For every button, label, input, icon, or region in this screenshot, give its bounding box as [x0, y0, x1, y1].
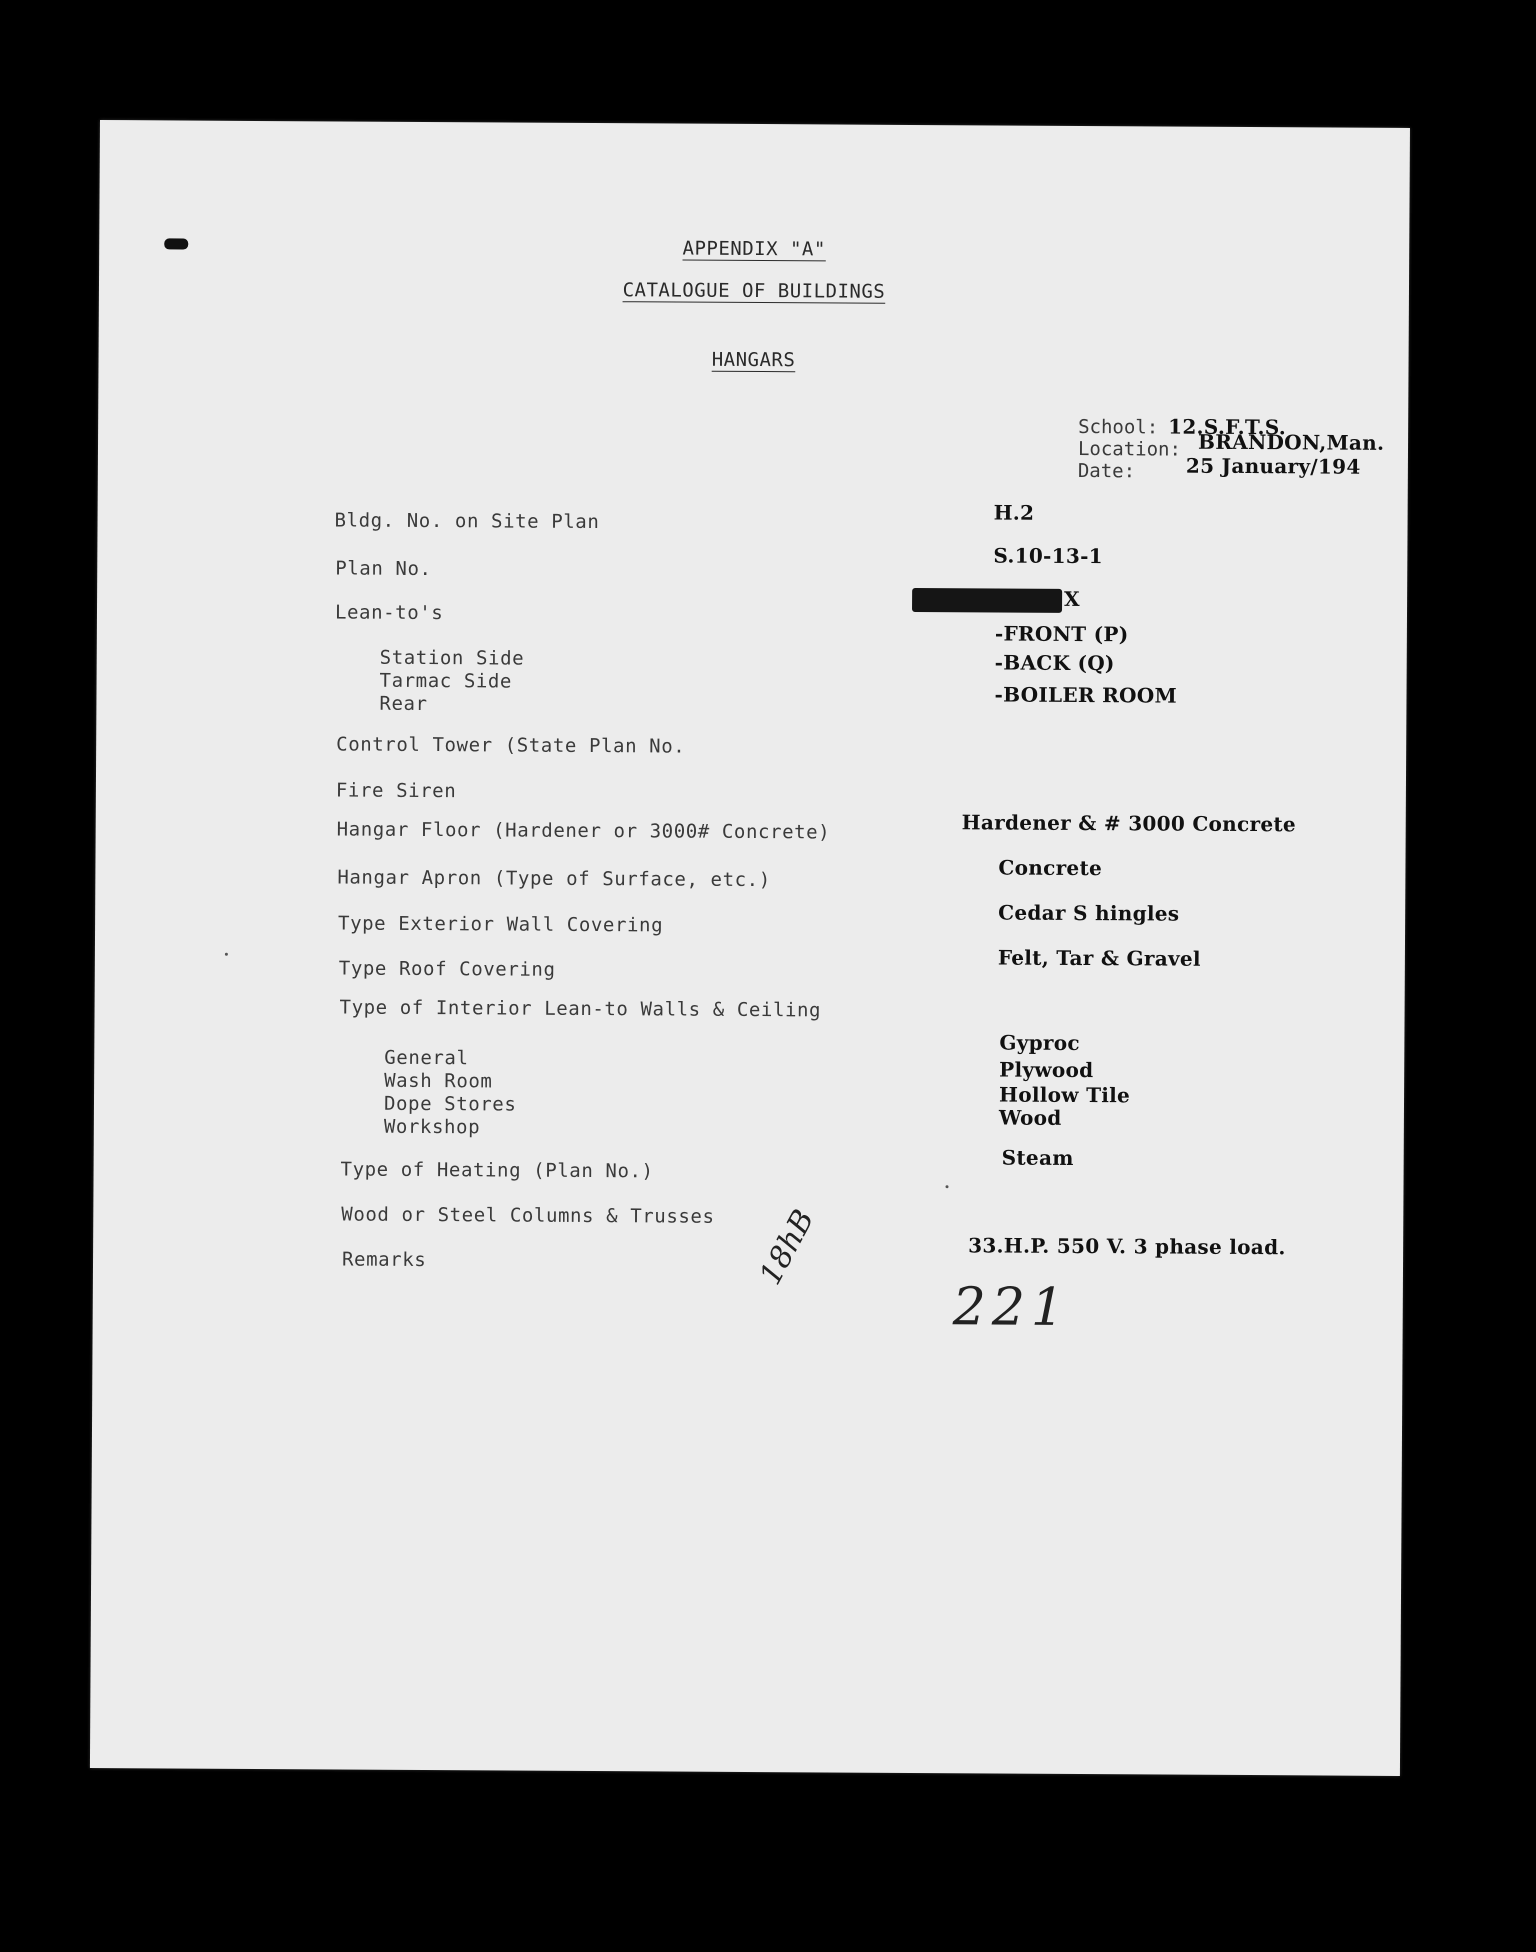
label-fire-siren: Fire Siren	[335, 779, 457, 803]
label-wash-room: Wash Room	[384, 1069, 493, 1093]
label-control-tower: Control Tower (State Plan No.	[336, 733, 686, 758]
value-roof-covering: Felt, Tar & Gravel	[997, 945, 1201, 971]
label-general: General	[384, 1046, 469, 1070]
redacted-suffix: X	[1064, 586, 1080, 611]
label-exterior-wall: Type Exterior Wall Covering	[338, 912, 664, 937]
catalogue-heading: CATALOGUE OF BUILDINGS	[622, 279, 886, 303]
value-exterior-wall: Cedar S hingles	[998, 900, 1180, 926]
label-columns-trusses: Wood or Steel Columns & Trusses	[341, 1203, 715, 1228]
value-station-side: -FRONT (P)	[994, 621, 1129, 647]
speck	[945, 1185, 948, 1188]
label-hangar-floor: Hangar Floor (Hardener or 3000# Concrete)	[336, 818, 831, 844]
label-rear: Rear	[379, 692, 428, 716]
date-value: 25 January/194	[1185, 453, 1361, 479]
section-heading: HANGARS	[711, 348, 796, 372]
school-value: 12.S.F.T.S.	[1168, 414, 1287, 440]
document-page	[90, 120, 1410, 1776]
speck	[225, 953, 228, 956]
label-plan-no: Plan No.	[335, 557, 432, 581]
label-dope-stores: Dope Stores	[383, 1092, 517, 1116]
value-general: Gyproc	[999, 1030, 1081, 1056]
location-value: BRANDON,Man.	[1197, 429, 1385, 455]
value-tarmac-side: -BACK (Q)	[994, 650, 1115, 676]
value-plan-no: S.10-13-1	[993, 543, 1104, 569]
label-heating: Type of Heating (Plan No.)	[340, 1158, 654, 1183]
handwritten-initials: 18hB	[752, 1204, 822, 1291]
location-label: Location:	[1077, 437, 1182, 461]
label-bldg-no: Bldg. No. on Site Plan	[334, 509, 600, 534]
value-bldg-no: H.2	[993, 500, 1035, 525]
label-station-side: Station Side	[379, 646, 525, 670]
handwritten-page-number: 221	[952, 1277, 1071, 1338]
value-remarks: 33.H.P. 550 V. 3 phase load.	[968, 1233, 1286, 1260]
label-roof-covering: Type Roof Covering	[338, 957, 556, 981]
school-label: School:	[1078, 415, 1159, 439]
value-rear: -BOILER ROOM	[994, 682, 1178, 708]
redacted-entry	[912, 588, 1062, 613]
value-dope-stores: Hollow Tile	[998, 1082, 1131, 1108]
value-wash-room: Plywood	[999, 1057, 1094, 1083]
label-lean-tos: Lean-to's	[334, 601, 444, 625]
value-workshop: Wood	[998, 1105, 1062, 1130]
label-interior-walls: Type of Interior Lean-to Walls & Ceiling	[339, 996, 822, 1022]
label-tarmac-side: Tarmac Side	[379, 669, 513, 693]
label-remarks: Remarks	[341, 1248, 427, 1272]
label-workshop: Workshop	[383, 1115, 481, 1139]
appendix-heading: APPENDIX "A"	[682, 237, 826, 261]
value-heating: Steam	[1001, 1145, 1074, 1170]
date-label: Date:	[1077, 459, 1136, 483]
value-hangar-apron: Concrete	[998, 855, 1103, 881]
label-hangar-apron: Hangar Apron (Type of Surface, etc.)	[337, 866, 771, 892]
value-hangar-floor: Hardener & # 3000 Concrete	[961, 810, 1297, 837]
